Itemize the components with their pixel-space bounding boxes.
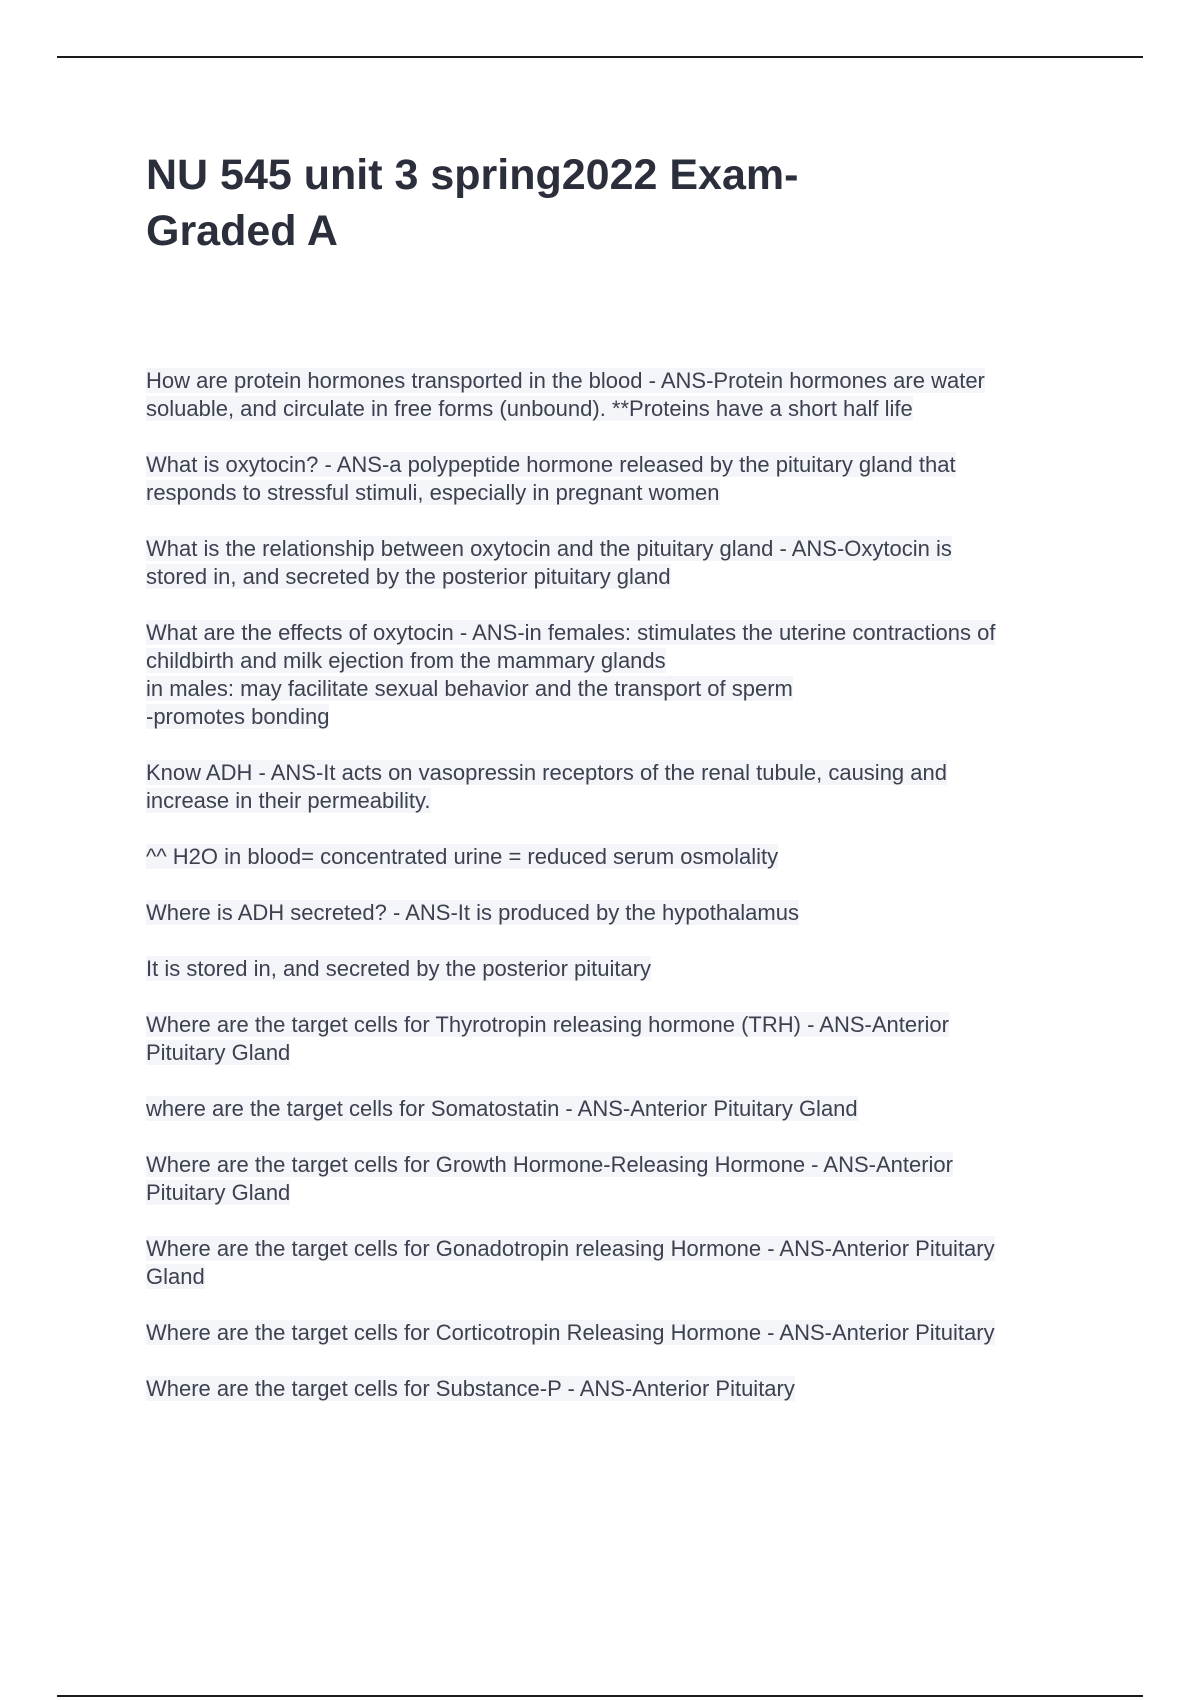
qa-line <box>146 479 1096 507</box>
qa-line <box>146 367 1096 395</box>
qa-line <box>146 675 1096 703</box>
title-line: Graded A <box>146 207 338 255</box>
qa-line <box>146 759 1096 787</box>
title-line: NU 545 unit 3 spring2022 Exam- <box>146 151 799 199</box>
qa-line-text: Where are the target cells for Substance-P - ANS-Anterior Pituitary <box>146 1376 795 1401</box>
qa-item <box>146 1375 1096 1403</box>
qa-line <box>146 395 1096 423</box>
qa-item <box>146 759 1096 815</box>
header-rule <box>57 56 1143 58</box>
footer-rule <box>57 1695 1143 1697</box>
qa-line-text: Know ADH - ANS-It acts on vasopressin receptors of the renal tubule, causing and <box>146 760 947 785</box>
qa-line <box>146 1179 1096 1207</box>
qa-line <box>146 647 1096 675</box>
qa-line-text: childbirth and milk ejection from the mammary glands <box>146 648 666 673</box>
qa-line-text: where are the target cells for Somatostatin - ANS-Anterior Pituitary Gland <box>146 1096 858 1121</box>
qa-item <box>146 955 1096 983</box>
qa-line <box>146 1011 1096 1039</box>
qa-line <box>146 1095 1096 1123</box>
qa-line <box>146 843 1096 871</box>
qa-line-text: What are the effects of oxytocin - ANS-in females: stimulates the uterine contractions of <box>146 620 996 645</box>
qa-line-text: in males: may facilitate sexual behavior and the transport of sperm <box>146 676 793 701</box>
qa-line <box>146 1263 1096 1291</box>
qa-line-text: ^^ H2O in blood= concentrated urine = reduced serum osmolality <box>146 844 779 869</box>
qa-line <box>146 451 1096 479</box>
qa-line <box>146 619 1096 647</box>
qa-item <box>146 1235 1096 1291</box>
qa-line <box>146 787 1096 815</box>
qa-line <box>146 1319 1096 1347</box>
qa-line-text: stored in, and secreted by the posterior pituitary gland <box>146 564 671 589</box>
qa-line-text: Where are the target cells for Corticotropin Releasing Hormone - ANS-Anterior Pituitary <box>146 1320 995 1345</box>
qa-line <box>146 955 1096 983</box>
qa-line <box>146 535 1096 563</box>
qa-line-text: Where are the target cells for Thyrotropin releasing hormone (TRH) - ANS-Anterior <box>146 1012 949 1037</box>
qa-item <box>146 535 1096 591</box>
qa-list <box>146 367 1096 1431</box>
qa-line-text: What is the relationship between oxytocin and the pituitary gland - ANS-Oxytocin is <box>146 536 952 561</box>
qa-line <box>146 563 1096 591</box>
qa-item <box>146 1319 1096 1347</box>
qa-line-text: Gland <box>146 1264 205 1289</box>
qa-line <box>146 1039 1096 1067</box>
qa-line-text: Where is ADH secreted? - ANS-It is produced by the hypothalamus <box>146 900 799 925</box>
qa-line <box>146 899 1096 927</box>
qa-line-text: Where are the target cells for Growth Hormone-Releasing Hormone - ANS-Anterior <box>146 1152 953 1177</box>
qa-item <box>146 1095 1096 1123</box>
qa-line-text: increase in their permeability. <box>146 788 431 813</box>
qa-line-text: What is oxytocin? - ANS-a polypeptide hormone released by the pituitary gland that <box>146 452 956 477</box>
qa-line-text: responds to stressful stimuli, especially in pregnant women <box>146 480 720 505</box>
qa-line-text: Pituitary Gland <box>146 1180 291 1205</box>
qa-line-text: It is stored in, and secreted by the posterior pituitary <box>146 956 652 981</box>
qa-line <box>146 1151 1096 1179</box>
qa-item <box>146 451 1096 507</box>
qa-line-text: -promotes bonding <box>146 704 330 729</box>
document-title <box>146 147 966 259</box>
qa-item <box>146 1151 1096 1207</box>
qa-line-text: Pituitary Gland <box>146 1040 291 1065</box>
qa-line-text: Where are the target cells for Gonadotropin releasing Hormone - ANS-Anterior Pituitary <box>146 1236 995 1261</box>
qa-item <box>146 843 1096 871</box>
qa-line-text: How are protein hormones transported in the blood - ANS-Protein hormones are water <box>146 368 985 393</box>
qa-item <box>146 899 1096 927</box>
qa-item <box>146 1011 1096 1067</box>
qa-line <box>146 703 1096 731</box>
qa-line <box>146 1375 1096 1403</box>
qa-item <box>146 619 1096 731</box>
qa-line-text: soluable, and circulate in free forms (unbound). **Proteins have a short half life <box>146 396 913 421</box>
qa-line <box>146 1235 1096 1263</box>
qa-item <box>146 367 1096 423</box>
